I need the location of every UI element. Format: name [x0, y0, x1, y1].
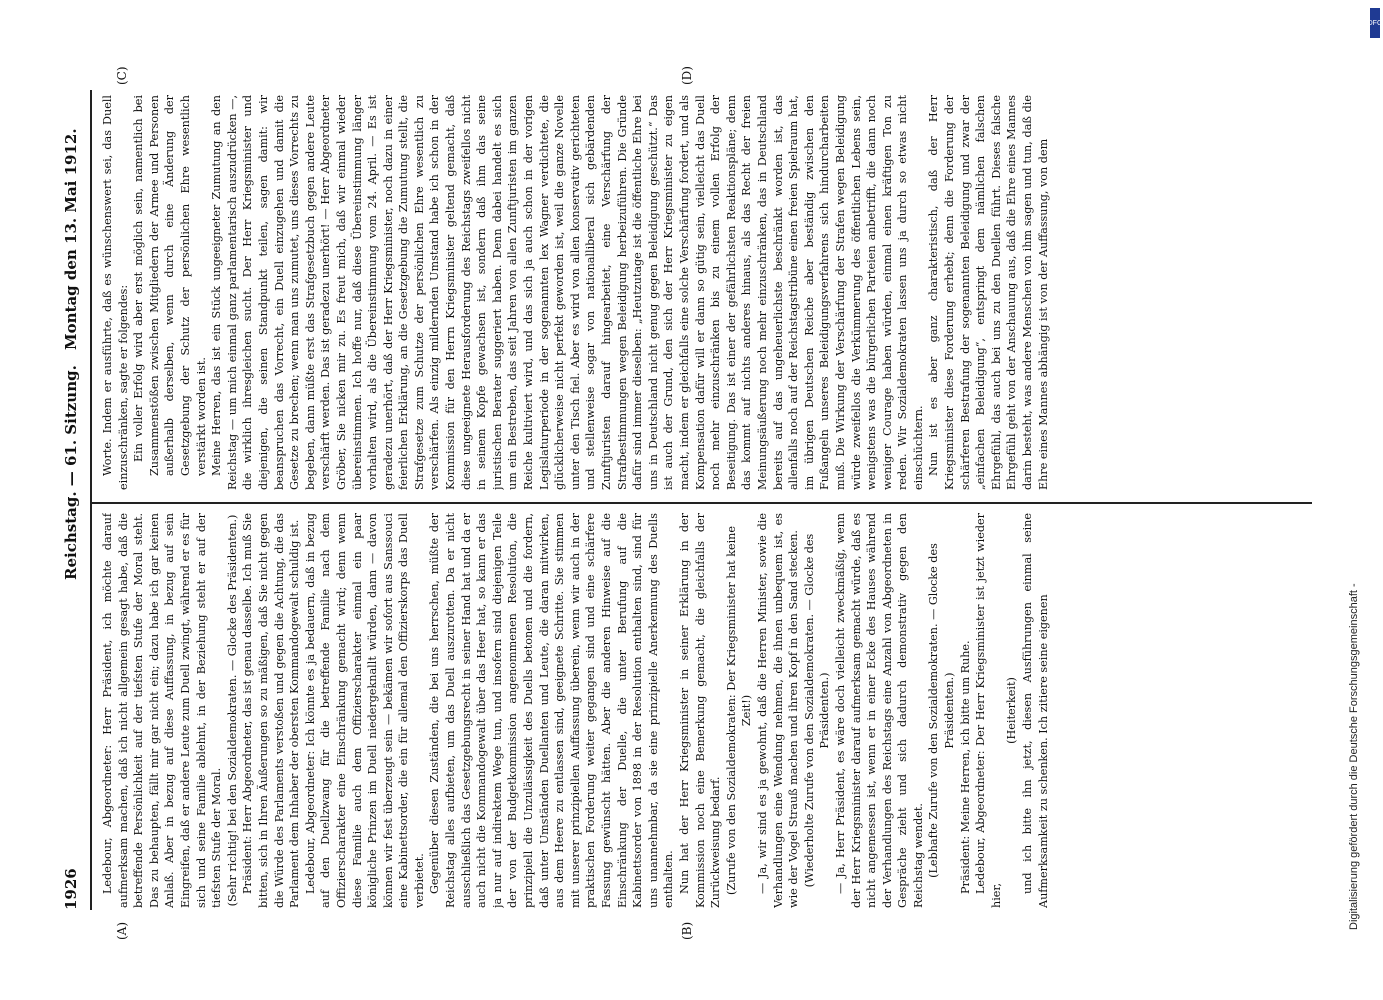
- right-column: [100, 95, 1310, 490]
- interjection: (Sehr richtig! bei den Sozialdemokraten. — Glocke des Präsidenten.): [225, 514, 239, 907]
- left-column: [100, 513, 1310, 908]
- margin-marker-c: (C): [115, 66, 129, 85]
- page-header: [60, 90, 86, 910]
- interjection: (Zurufe von den Sozialdemokraten: Der Kriegsminister hat keine Zeit!): [724, 525, 754, 896]
- paragraph: Ledebour, Abgeordneter: Herr Präsident, ich möchte darauf aufmerksam machen, daß ich nicht allgemein gesagt habe, daß die betreffende Persönlichkeit auf der tiefsten Stufe der Moral steht. Das zu behaupten, fällt mir gar nicht ein; dazu habe ich gar keinen Anlaß. Aber in bezug auf diese Auffassung, in bezug auf sein Eingreifen, daß er andere Leute zum Duell zwingt, während er es für sich und seine Familie ablehnt, in der Beziehung steht er auf der tiefsten Stufe der Moral.: [101, 513, 224, 908]
- header-rule: [90, 90, 92, 910]
- paragraph: Ledebour, Abgeordneter: Der Herr Kriegsminister ist jetzt wieder hier,: [974, 513, 1003, 908]
- column-divider: [92, 502, 1312, 504]
- paragraph: Nun hat der Herr Kriegsminister in seiner Erklärung in der Kommission noch eine Bemerkung gemacht, die gleichfalls der Zurückweisung bedarf.: [677, 513, 723, 908]
- paragraph: Präsident: Meine Herren, ich bitte um Ruhe.: [958, 640, 972, 894]
- quotation: Ein voller Erfolg wird aber erst möglich sein, namentlich bei Zusammenstößen zwischen Mitgliedern der Armee und Personen außerhalb derselben, wenn durch eine Änderung der Gesetzgebung der Schutz der persönlichen Ehre wesentlich verstärkt worden ist.: [132, 95, 208, 476]
- paragraph: und ich bitte ihn jetzt, diesen Ausführungen einmal seine Aufmerksamkeit zu schenken. Ich zitiere seine eigenen: [1021, 513, 1050, 908]
- paragraph: Ledebour, Abgeordneter: Ich könnte es ja bedauern, daß in bezug auf den Duellzwang für die betreffende Familie nach dem Offizierscharakter eine Einschränkung gemacht wird; denn wenn diese Familie auch dem Offizierscharakter einmal ein paar königliche Prinzen im Duell niedergeknallt würden, dann — davon können wir fest überzeugt sein — bekämen wir sofort aus Sanssouci eine Kabinettsorder, die ein für allemal den Offizierskorps das Duell verbietet.: [303, 513, 426, 908]
- paragraph: — Ja, Herr Präsident, es wäre doch vielleicht zweckmäßig, wenn der Herr Kriegsminister darauf aufmerksam gemacht würde, daß es nicht angemessen ist, wenn er in einer Ecke des Hauses während der Verhandlungen des Reichstags eine Anzahl von Abgeordneten in Gespräche zieht und sich dadurch demonstrativ gegen den Reichstag wendet.: [833, 513, 925, 908]
- paragraph: Nun ist es aber ganz charakteristisch, daß der Herr Kriegsminister diese Forderung erhebt; denn die Forderung der schärferen Bestrafung der sogenannten Beleidigung und zwar der „einfachen Beleidigung“, entspringt dem nämlichen falschen Ehrgefühl, das auch bei uns zu den Duellen führt. Dieses falsche Ehrgefühl geht von der Anschauung aus, daß die Ehre eines Mannes darin besteht, was andere Menschen von ihm sagen und tun, daß die Ehre eines Mannes abhängig ist von der Auffassung, von dem: [927, 95, 1050, 490]
- margin-marker-b: (B): [680, 921, 694, 940]
- session-title: Reichstag. — 61. Sitzung.: [62, 365, 80, 580]
- interjection: (Lebhafte Zurufe von den Sozialdemokraten. — Glocke des Präsidenten.): [927, 543, 957, 878]
- interjection: (Heiterkeit): [1005, 677, 1019, 744]
- session-date: Montag den 13. Mai 1912.: [62, 128, 80, 350]
- paragraph: Meine Herren, das ist ein Stück ungeeigneter Zumutung an den Reichstag — um mich einmal ganz parlamentarisch auszudrücken —, die wirklich ihresgleichen sucht. Der Herr Kriegsminister und diejenigen, die seinen Standpunkt teilen, sagen damit: wir beanspruchen das Vorrecht, ein Duell einzugehen und damit die Gesetze zu brechen; wenn man uns zumutet, uns dieses Vorrechts zu begeben, dann müßte erst das Strafgesetzbuch gegen andere Leute verschärft werden. Das ist geradezu unerhört! — Herr Abgeordneter Gröber, Sie nicken mir zu. Es freut mich, daß wir einmal wieder übereinstimmen. Ich hoffe nur, daß diese Übereinstimmung länger vorhalten wird, als die Übereinstimmung vom 24. April. — Es ist geradezu unerhört, daß der Herr Kriegsminister, noch dazu in einer feierlichen Erklärung, an die Gesetzgebung die Zumutung stellt, die Strafgesetze zum Schutze der persönlichen Ehre wesentlich zu verschärfen. Als einzig mildernden Umstand habe ich schon in der Kommission für den Herrn Kriegsminister geltend gemacht, daß diese ungeeignete Herausforderung des Reichstags zweifellos nicht in seinem Kopfe gewachsen ist, sondern daß ihm das seine juristischen Berater suggeriert haben. Denn dabei handelt es sich um ein Bestreben, das seit Jahren von allen Zunftjuristen im ganzen Reiche kultiviert wird, und das sich ja auch schon in der vorigen Legislaturperiode in der sogenannten lex Wagner verdichtete, die glücklicherweise nicht perfekt geworden ist, weil die ganze Novelle unter den Tisch fiel. Aber es wird von allen konservativ gerichteten und stellenweise sogar von nationalliberal sich gebärdenden Zunftjuristen darauf hingearbeitet, eine Verschärfung der Strafbestimmungen wegen Beleidigung herbeizuführen. Die Gründe dafür sind immer dieselben: „Heutzutage ist die öffentliche Ehre bei uns in Deutschland nicht genug gegen Beleidigung geschützt.“ Das ist auch der Grund, den sich der Herr Kriegsminister zu eigen macht, indem er gleichfalls eine solche Verschärfung fordert, und als Kompensation dafür will er dann so gütig sein, vielleicht das Duell noch mehr einzuschränken bis zu einem vollen Erfolg der Beseitigung. Das ist einer der gefährlichsten Reaktionspläne; denn das kommt auf nichts anderes hinaus, als das Recht der freien Meinungsäußerung noch mehr einzuschränken, das in Deutschland bereits auf das ungeheuerlichste beschränkt worden ist, das allenfalls noch auf der Reichstagstribüne einen freien Spielraum hat, im übrigen Deutschen Reiche aber beständig zwischen den Fußangeln unseres Beleidigungsverfahrens sich hindurcharbeiten muß. Die Wirkung der Verschärfung der Strafen wegen Beleidigung würde zweifellos die Verkümmerung des öffentlichen Lebens sein, wenigstens was die bürgerlichen Parteien anbetrifft, die dann noch weniger Courage haben würden, einmal einen kräftigen Ton zu reden. Wir Sozialdemokraten lassen uns ja durch so etwas nicht einschüchtern.: [210, 95, 925, 490]
- paragraph: Präsident: Herr Abgeordneter, das ist genau dasselbe. Ich muß Sie bitten, sich in Ihren Äußerungen so zu mäßigen, daß Sie nicht gegen die Würde des Parlaments verstoßen und gegen die Achtung, die das Parlament dem Inhaber der obersten Kommandogewalt schuldig ist.: [241, 513, 302, 908]
- paragraph: Worte. Indem er ausführte, daß es wünschenswert sei, das Duell einzuschränken, sagte er folgendes:: [101, 95, 130, 490]
- margin-marker-d: (D): [680, 66, 694, 85]
- interjection: (Wiederholte Zurufe von den Sozialdemokraten. — Glocke des Präsidenten.): [802, 533, 832, 888]
- digitization-credit: Digitalisierung gefördert durch die Deutsche Forschungsgemeinschaft -: [1348, 583, 1360, 930]
- paragraph: — Ja, wir sind es ja gewohnt, daß die Herren Minister, sowie die Verhandlungen eine Wendung nehmen, die ihnen unbequem ist, es wie der Vogel Strauß machen und ihren Kopf in den Sand stecken.: [755, 513, 801, 908]
- dfg-logo-text: DFG: [1367, 19, 1383, 27]
- page-number: 1926: [62, 868, 80, 910]
- dfg-logo: [1367, 8, 1383, 38]
- paragraph: Gegenüber diesen Zuständen, die bei uns herrschen, müßte der Reichstag alles aufbieten, um das Duell auszurotten. Da er nicht ausschließlich das Gesetzgebungsrecht in seiner Hand hat und da er auch nicht die Kommandogewalt über das Heer hat, so kann er das ja nur auf indirektem Wege tun, und insofern sind diejenigen Teile der von der Budgetkommission angenommenen Resolution, die prinzipiell die Unzulässigkeit des Duells betonen und die fordern, daß unter Umständen Duellanten und Leute, die daran mitwirken, aus dem Heere zu entlassen sind, geeignete Schritte. Sie stimmen mit unserer prinzipiellen Auffassung überein, wenn wir auch in der praktischen Forderung weiter gegangen sind und eine schärfere Fassung gewünscht hätten. Aber die anderen Hinweise auf die Einschränkung der Duelle, die unter Berufung auf die Kabinettsorder von 1898 in der Resolution enthalten sind, sind für uns unannehmbar, da sie eine prinzipielle Anerkennung des Duells enthalten.: [428, 513, 676, 908]
- margin-marker-a: (A): [115, 921, 129, 940]
